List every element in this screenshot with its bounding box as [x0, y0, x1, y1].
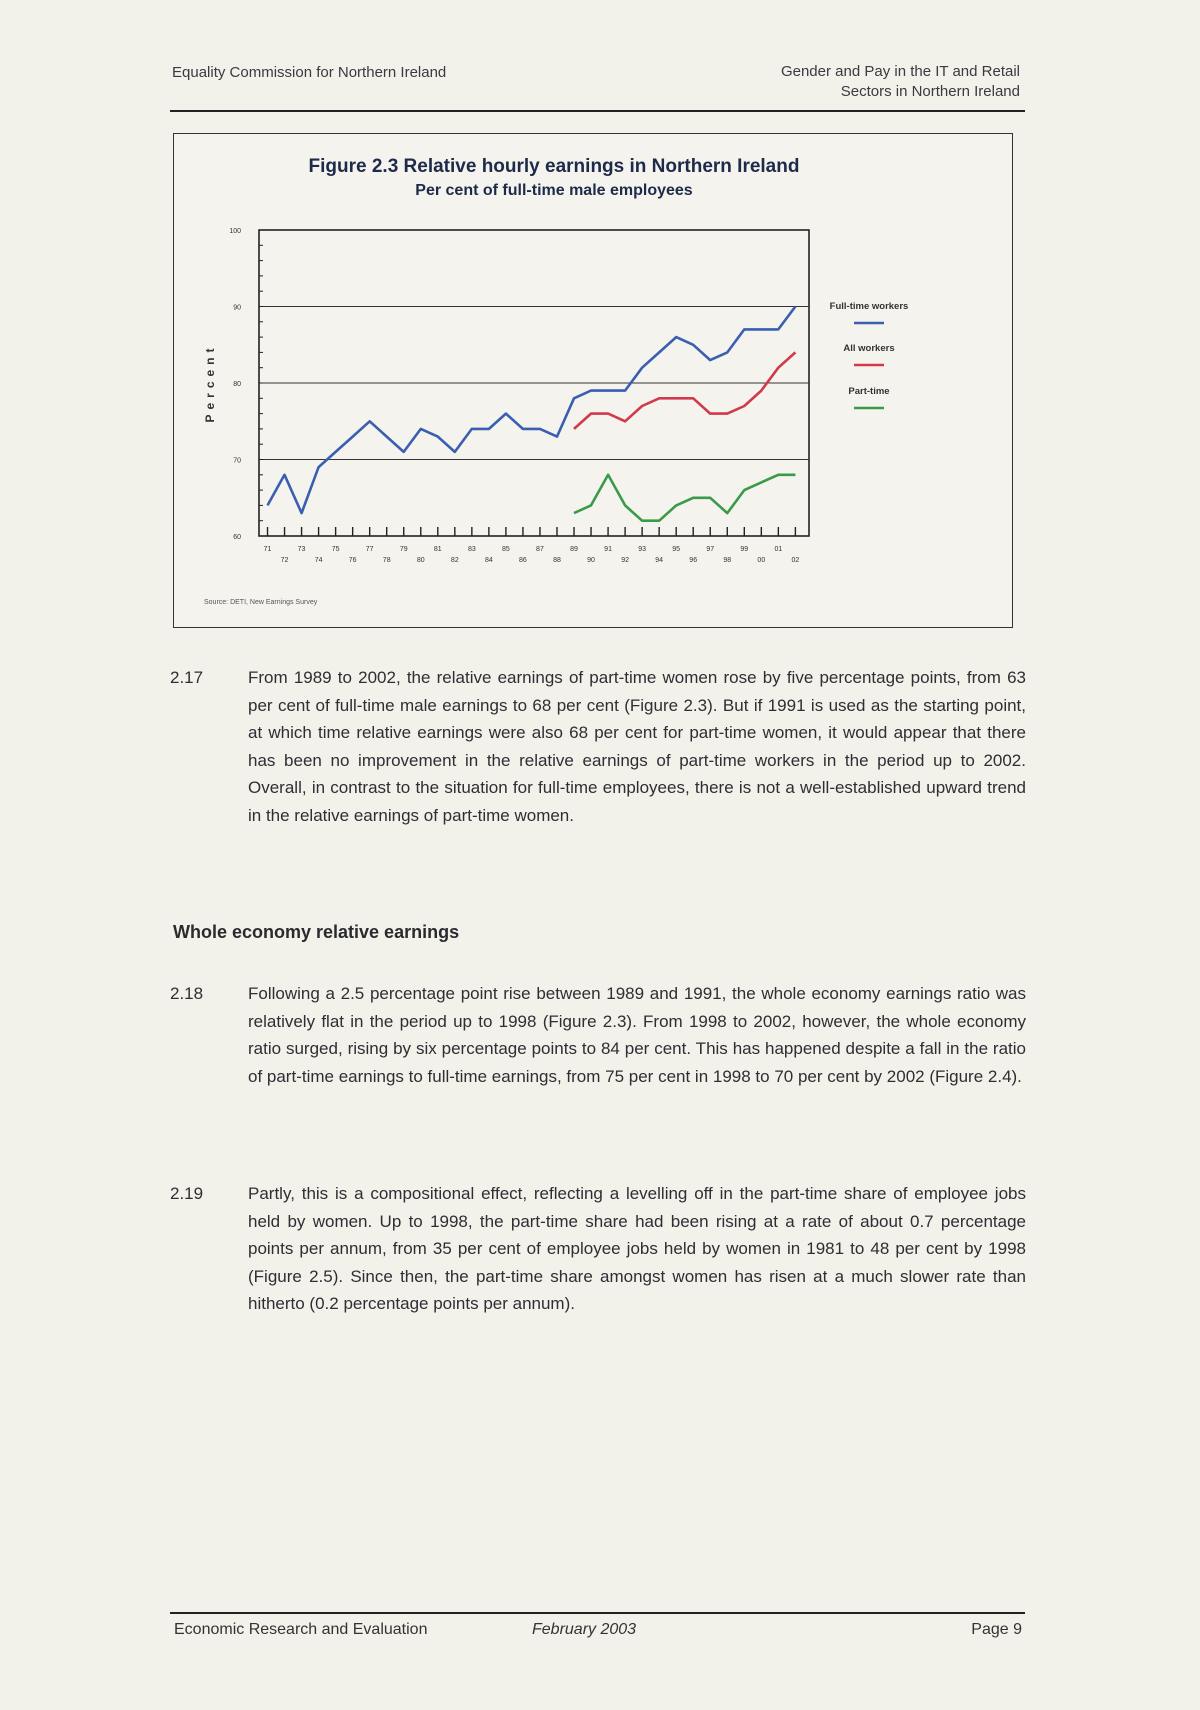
- y-tick-label: 70: [233, 457, 241, 465]
- header-rule: [170, 110, 1025, 112]
- x-tick-label: 74: [314, 557, 323, 564]
- x-tick-label: 72: [280, 557, 289, 564]
- x-tick-label: 86: [519, 557, 527, 564]
- x-tick-label: 95: [672, 546, 681, 553]
- x-tick-label: 84: [484, 557, 493, 564]
- legend-label: Part-time: [848, 386, 890, 397]
- y-tick-label: 90: [233, 304, 241, 312]
- y-axis-label: Percent: [203, 343, 217, 423]
- figure-2-3: [173, 133, 1013, 628]
- x-tick-label: 87: [536, 546, 544, 553]
- x-tick-label: 80: [416, 557, 425, 564]
- y-tick-label: 100: [229, 228, 241, 235]
- footer-date: February 2003: [532, 1621, 637, 1638]
- x-tick-label: 85: [502, 546, 510, 553]
- y-tick-label: 80: [233, 381, 241, 388]
- x-tick-label: 90: [587, 557, 595, 564]
- x-tick-label: 01: [774, 546, 783, 553]
- figure-subtitle: Per cent of full-time male employees: [415, 182, 693, 199]
- paragraph-number: 2.18: [170, 984, 204, 1003]
- legend-label: Full-time workers: [829, 301, 909, 312]
- x-tick-label: 79: [399, 546, 408, 553]
- earnings-line-chart: [174, 134, 1012, 627]
- paragraph-text: From 1989 to 2002, the relative earnings of part-time women rose by five percentage points, from 63 per cent of full-time male earnings to 68 per cent (Figure 2.3). But if 1991 is used as the starting point, at which time relative earnings were also 68 per cent for part-time women, it would appear that there has been no improvement in the relative earnings of part-time workers in the period up to 2002. Overall, in contrast to the situation for full-time employees, there is not a well-established upward trend in the relative earnings of part-time women.: [248, 668, 1026, 825]
- footer-page-number: Page 9: [971, 1621, 1022, 1638]
- header-title-line-1: Gender and Pay in the IT and Retail: [780, 63, 1020, 80]
- x-tick-label: 02: [791, 557, 800, 564]
- x-tick-label: 97: [706, 546, 715, 553]
- header-organisation: Equality Commission for Northern Ireland: [172, 64, 447, 81]
- paragraph-number: 2.17: [170, 668, 204, 687]
- footer-department: Economic Research and Evaluation: [174, 1621, 428, 1638]
- header-title-line-2: Sectors in Northern Ireland: [840, 83, 1020, 100]
- footer-rule: [170, 1612, 1025, 1614]
- x-tick-label: 71: [263, 546, 272, 553]
- paragraph-text: Partly, this is a compositional effect, reflecting a levelling off in the part-time share of employee jobs held by women. Up to 1998, the part-time share had been rising at a rate of about 0.7 percentage points per annum, from 35 per cent of employee jobs held by women in 1981 to 48 per cent by 1998 (Figure 2.5). Since then, the part-time share amongst women has risen at a much slower rate than hitherto (0.2 percentage points per annum).: [248, 1184, 1026, 1313]
- legend-label: All workers: [843, 343, 895, 354]
- x-tick-label: 93: [638, 546, 647, 553]
- x-tick-label: 73: [297, 546, 306, 553]
- x-tick-label: 00: [757, 557, 766, 564]
- x-tick-label: 81: [433, 546, 442, 553]
- x-tick-label: 75: [331, 546, 340, 553]
- section-heading: Whole economy relative earnings: [173, 922, 460, 942]
- x-tick-label: 99: [740, 546, 749, 553]
- x-tick-label: 91: [604, 546, 612, 553]
- paragraph-text: Following a 2.5 percentage point rise between 1989 and 1991, the whole economy earnings ratio was relatively flat in the period up to 1998 (Figure 2.3). From 1998 to 2002, however, the whole economy ratio surged, rising by six percentage points to 84 per cent. This has happened despite a fall in the ratio of part-time earnings to full-time earnings, from 75 per cent in 1998 to 70 per cent by 2002 (Figure 2.4).: [248, 984, 1026, 1086]
- paragraph-number: 2.19: [170, 1184, 204, 1203]
- x-tick-label: 98: [723, 557, 732, 564]
- y-tick-label: 60: [233, 534, 241, 541]
- x-tick-label: 82: [450, 557, 459, 564]
- x-tick-label: 96: [689, 557, 698, 564]
- x-tick-label: 77: [365, 546, 374, 553]
- x-tick-label: 78: [382, 557, 391, 564]
- x-tick-label: 92: [621, 557, 629, 564]
- x-tick-label: 88: [553, 557, 561, 564]
- series-line-full-time-workers: [268, 307, 796, 514]
- x-tick-label: 76: [348, 557, 357, 564]
- header-report-title: [781, 62, 1020, 102]
- x-tick-label: 94: [655, 557, 664, 564]
- figure-source: Source: DETI, New Earnings Survey: [204, 599, 318, 606]
- series-line-part-time: [574, 475, 795, 521]
- x-tick-label: 89: [570, 546, 578, 553]
- figure-title: Figure 2.3 Relative hourly earnings in Northern Ireland: [308, 156, 800, 177]
- x-tick-label: 83: [467, 546, 476, 553]
